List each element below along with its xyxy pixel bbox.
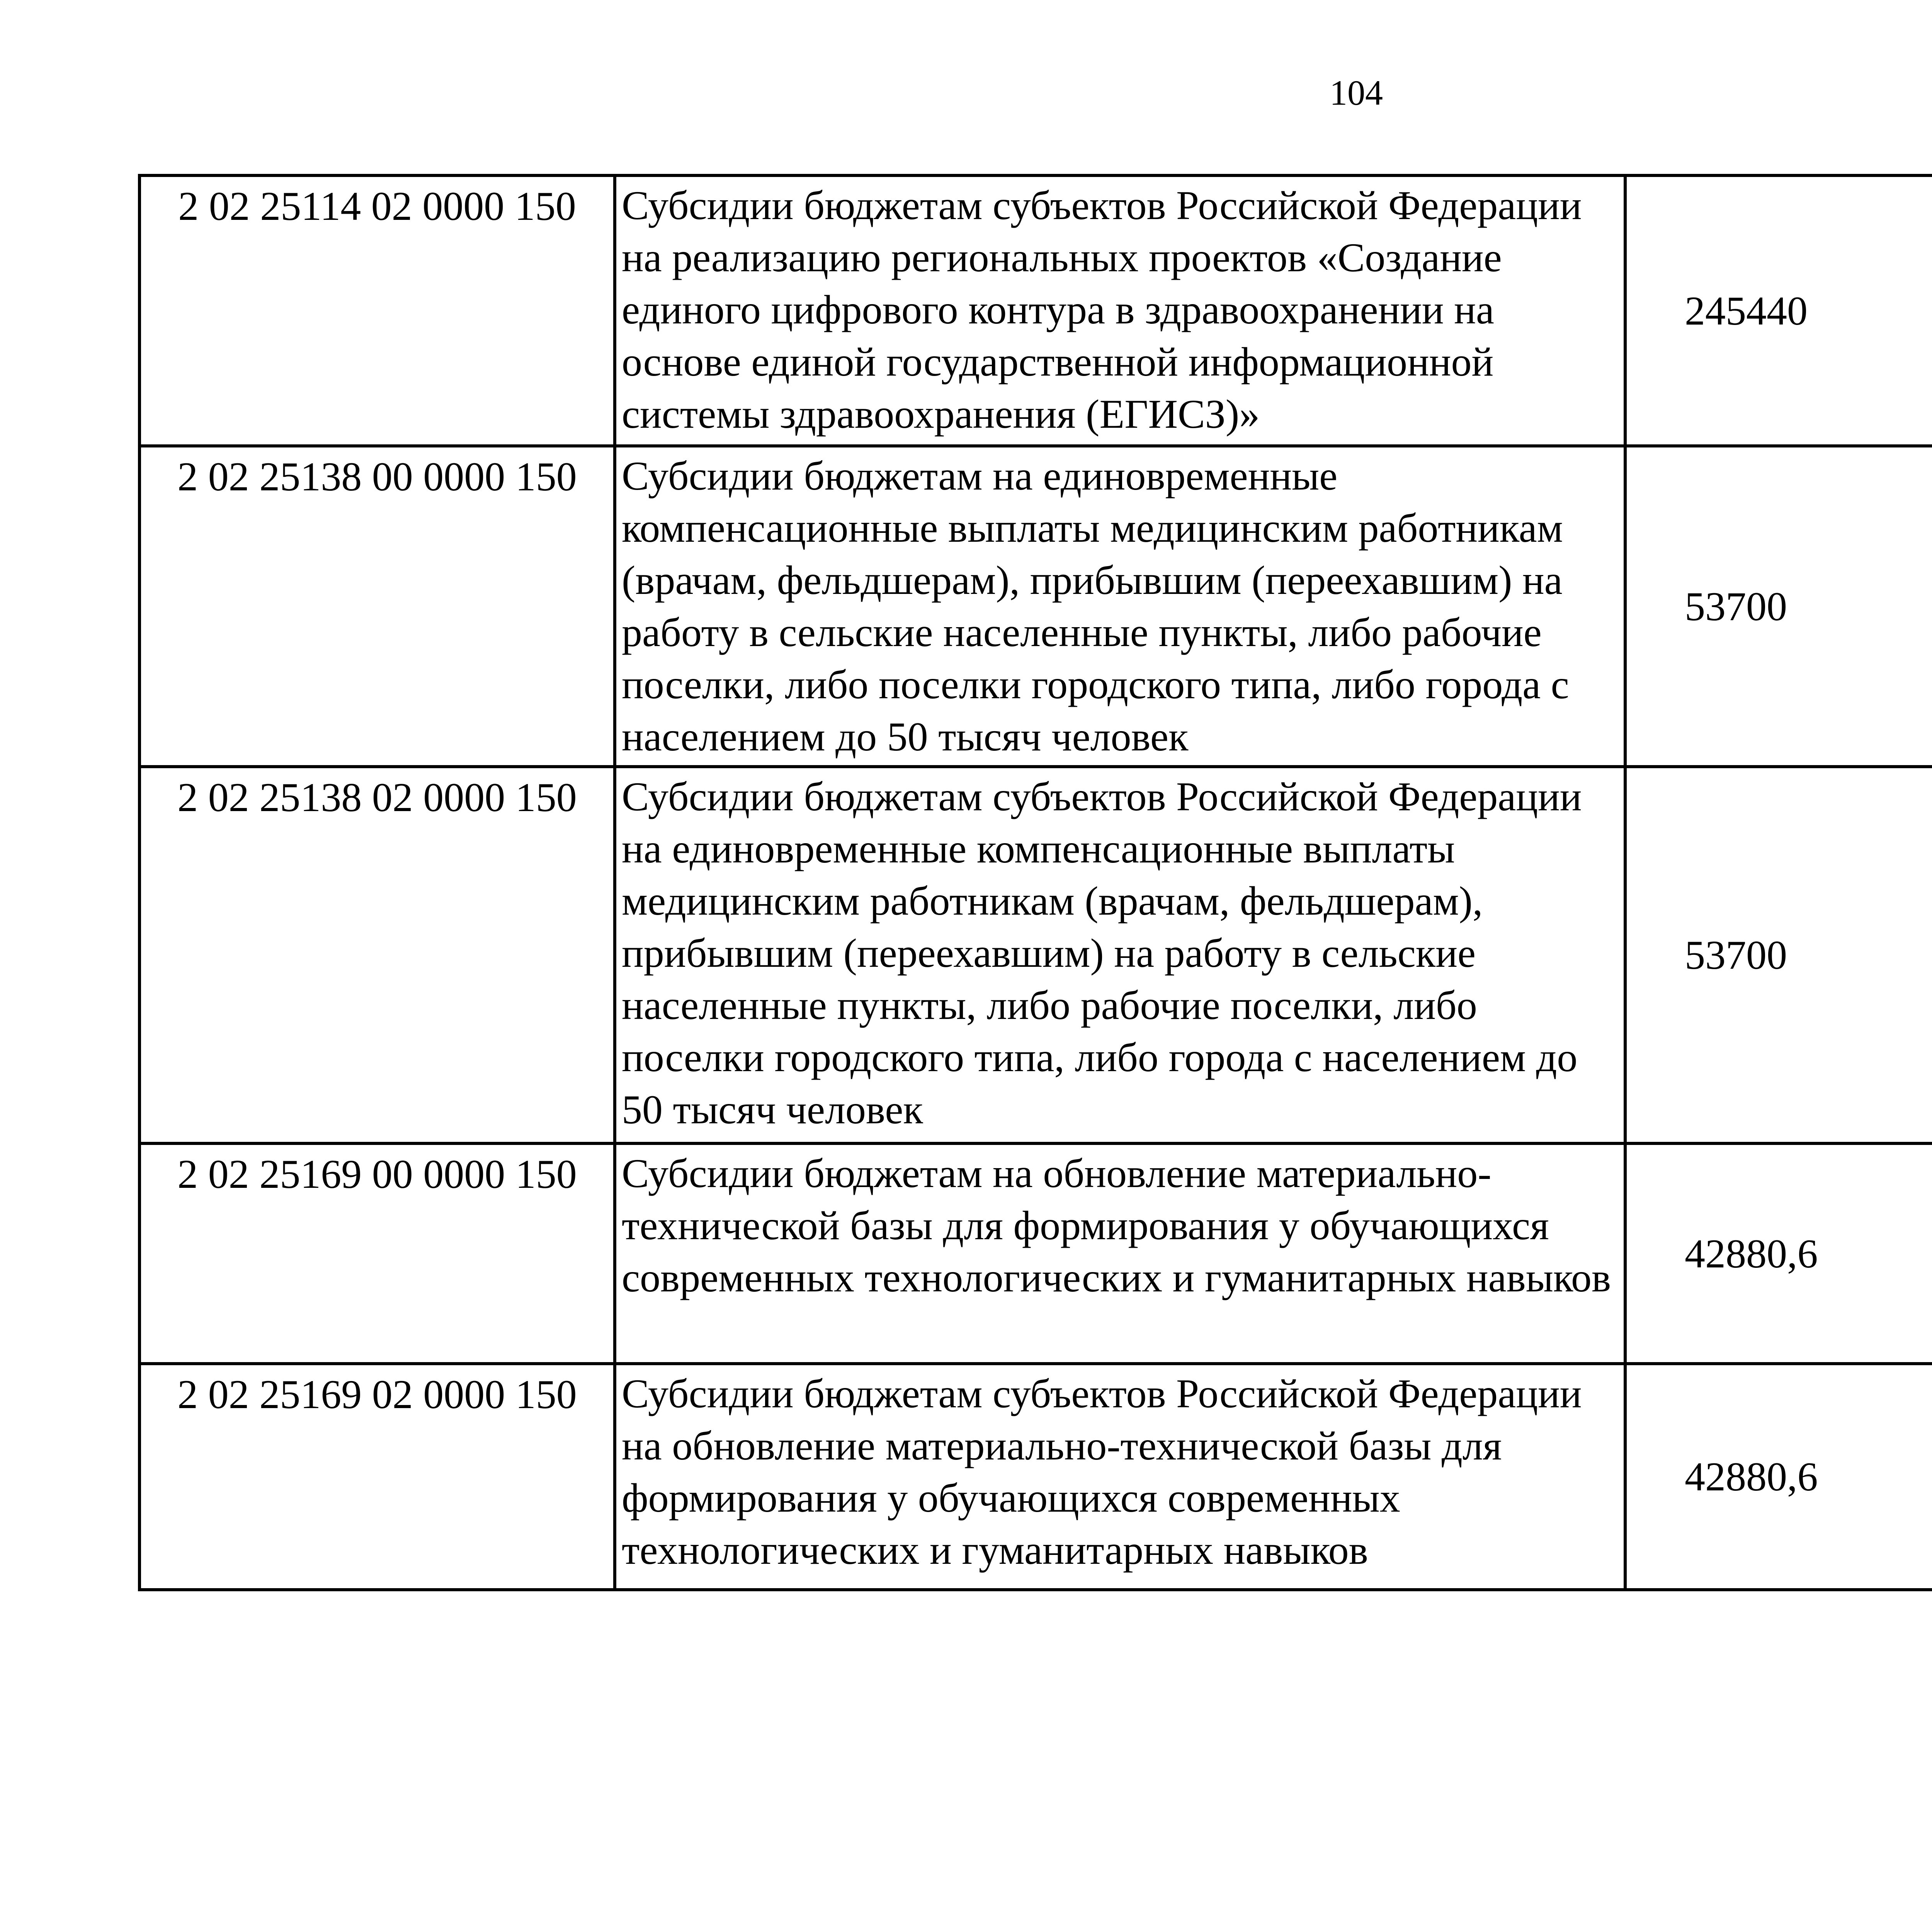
revenue-name: Субсидии бюджетам субъектов Российской Федерации на реализацию региональных проектов «Создание единого цифрового контура в здравоохранении на основе единой государственной информационной системы здравоохранения (ЕГИСЗ)» [615,175,1625,446]
amount-year-1: 53700 [1625,767,1932,1143]
amount-year-1: 42880,6 [1625,1364,1932,1590]
budget-code: 2 02 25138 02 0000 150 [139,767,615,1143]
table-row [139,446,1932,767]
budget-table [138,174,1932,1591]
table-row [139,1143,1932,1364]
budget-code: 2 02 25169 02 0000 150 [139,1364,615,1590]
page-number: 104 [1330,73,1383,112]
amount-year-1: 245440 [1625,175,1932,446]
budget-code: 2 02 25169 00 0000 150 [139,1143,615,1364]
budget-code: 2 02 25138 00 0000 150 [139,446,615,767]
amount-year-1: 42880,6 [1625,1143,1932,1364]
table-row [139,1364,1932,1590]
budget-code: 2 02 25114 02 0000 150 [139,175,615,446]
revenue-name: Субсидии бюджетам на обновление материально-технической базы для формирования у обучающихся современных технологических и гуманитарных навыков [615,1143,1625,1364]
table-row [139,767,1932,1143]
revenue-name: Субсидии бюджетам субъектов Российской Федерации на обновление материально-технической базы для формирования у обучающихся современных технологических и гуманитарных навыков [615,1364,1625,1590]
amount-year-1: 53700 [1625,446,1932,767]
table-row [139,175,1932,446]
revenue-name: Субсидии бюджетам субъектов Российской Федерации на единовременные компенсационные выплаты медицинским работникам (врачам, фельдшерам), прибывшим (переехавшим) на работу в сельские населенные пункты, либо рабочие поселки, либо поселки городского типа, либо города с населением до 50 тысяч человек [615,767,1625,1143]
revenue-name: Субсидии бюджетам на единовременные компенсационные выплаты медицинским работникам (врачам, фельдшерам), прибывшим (переехавшим) на работу в сельские населенные пункты, либо рабочие поселки, либо поселки городского типа, либо города с населением до 50 тысяч человек [615,446,1625,767]
